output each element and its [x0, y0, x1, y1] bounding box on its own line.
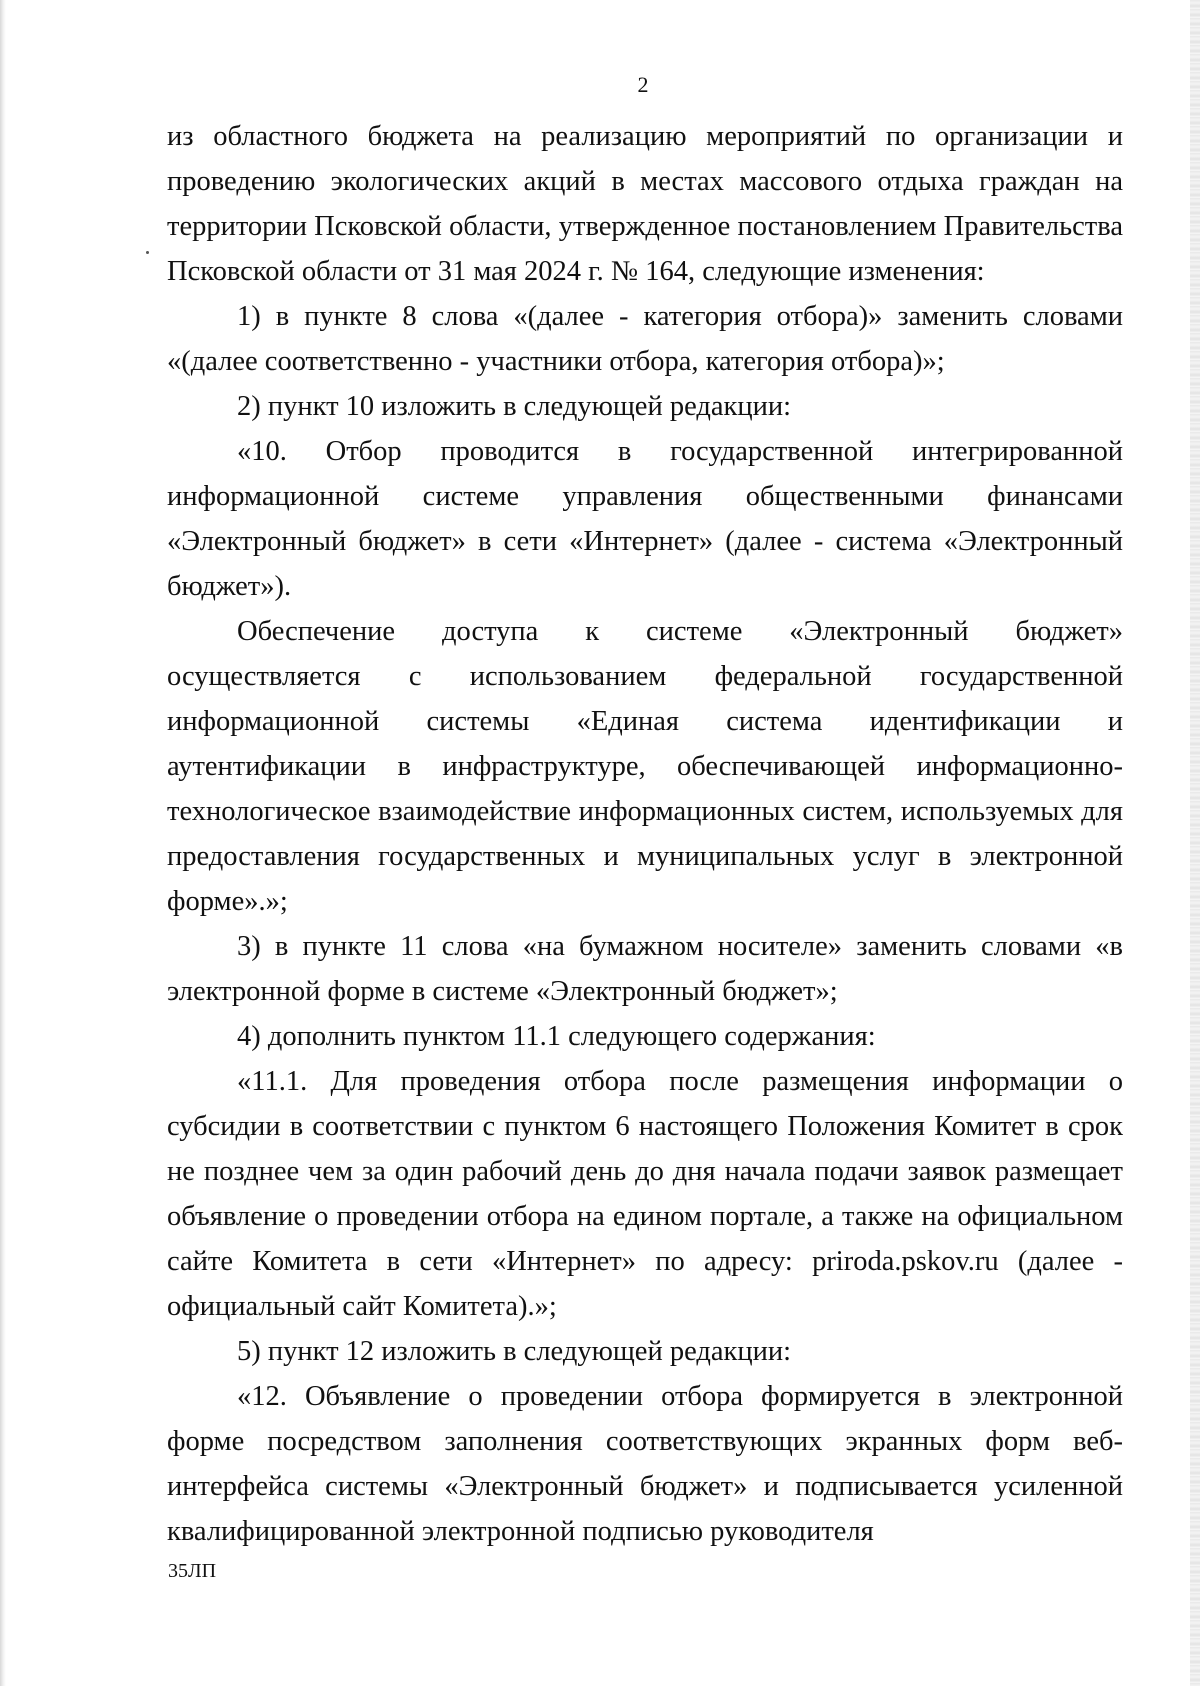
- paragraph-clause-12: «12. Объявление о проведении отбора формируется в электронной форме посредством заполнения соответствующих экранных форм веб-интерфейса системы «Электронный бюджет» и подписывается усиленной квалифицированной электронной подписью руководителя: [167, 1381, 1123, 1547]
- paragraph-item-2: 2) пункт 10 изложить в следующей редакции:: [237, 391, 792, 422]
- paragraph-intro: из областного бюджета на реализацию мероприятий по организации и проведению экологических акций в местах массового отдыха граждан на территории Псковской области, утвержденное постановлением Правительства Псковской области от 31 мая 2024 г. № 164, следующие изменения:: [167, 121, 1123, 287]
- paragraph-clause-10: «10. Отбор проводится в государственной интегрированной информационной системе управления общественными финансами «Электронный бюджет» в сети «Интернет» (далее - система «Электронный бюджет»).: [167, 436, 1123, 602]
- scan-edge-right: [1190, 0, 1200, 1686]
- paragraph-item-1: 1) в пункте 8 слова «(далее - категория отбора)» заменить словами «(далее соответственно - участники отбора, категория отбора)»;: [167, 301, 1123, 377]
- document-code: 35ЛП: [168, 1560, 217, 1582]
- page-number: 2: [637, 72, 649, 97]
- paragraph-item-4: 4) дополнить пунктом 11.1 следующего содержания:: [237, 1021, 876, 1052]
- paragraph-clause-11-1: «11.1. Для проведения отбора после размещения информации о субсидии в соответствии с пунктом 6 настоящего Положения Комитет в срок не позднее чем за один рабочий день до дня начала подачи заявок размещает объявление о проведении отбора на едином портале, а также на официальном сайте Комитета в сети «Интернет» по адресу: priroda.pskov.ru (далее - официальный сайт Комитета).»;: [167, 1066, 1123, 1322]
- scan-speck: [146, 251, 149, 254]
- scan-edge-left: [0, 0, 6, 1686]
- paragraph-item-5: 5) пункт 12 изложить в следующей редакции:: [237, 1336, 792, 1367]
- paragraph-item-3: 3) в пункте 11 слова «на бумажном носителе» заменить словами «в электронной форме в системе «Электронный бюджет»;: [167, 931, 1123, 1007]
- document-body: [167, 114, 1123, 1554]
- paragraph-clause-10-access: Обеспечение доступа к системе «Электронный бюджет» осуществляется с использованием федеральной государственной информационной системы «Единая система идентификации и аутентификации в инфраструктуре, обеспечивающей информационно-технологическое взаимодействие информационных систем, используемых для предоставления государственных и муниципальных услуг в электронной форме».»;: [167, 616, 1123, 917]
